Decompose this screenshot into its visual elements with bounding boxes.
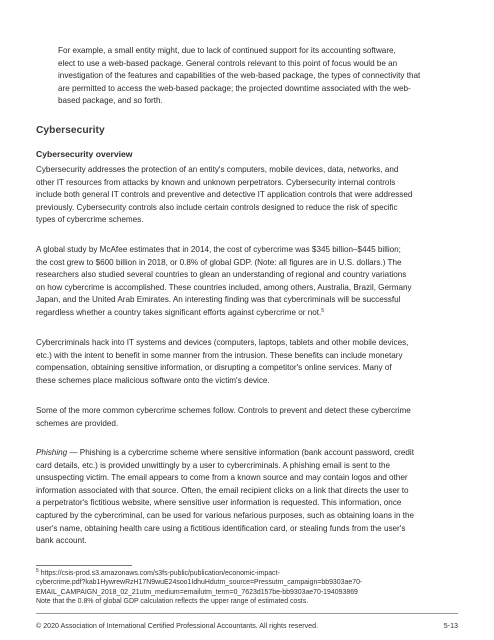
paragraph-cybercriminals: Cybercriminals hack into IT systems and devices (computers, laptops, tablets and other mobile devices, etc.) with the intent to benefit in some manner from the intrusion. These benefits can include monetary compensation, obtaining sensitive information, or disrupting a competitor's online services. Many of these schemes place malicious software onto the victim's device. — [36, 338, 409, 385]
intro-paragraph: For example, a small entity might, due to lack of continued support for its accounting software, elect to use a web-based package. General controls relevant to this point of focus would be an investigation of the features and capabilities of the web-based package, the types of connectivity that are permitted to access the web-based package; the projected downtime associated with the web- based package, and so forth. — [58, 46, 421, 106]
phishing-term: Phishing — [36, 448, 68, 457]
paragraph-phishing — [36, 447, 414, 548]
paragraph-overview: Cybersecurity addresses the protection of an entity's computers, mobile devices, data, networks, and other IT resources from attacks by known and unknown perpetrators. Cybersecurity internal controls include both general IT controls and preventive and detective IT application controls that were addressed previously. Cybersecurity controls also include certain controls designed to reduce the risk of specific types of cybercrime schemes. — [36, 165, 413, 225]
paragraph-mcafee-text: A global study by McAfee estimates that in 2014, the cost of cybercrime was $345 billion–$445 billion; the cost grew to $600 billion in 2018, or 0.8% of global GDP. (Note: all figures are in U.S. dollars.) The researchers also studied several countries to glean an understanding of regional and country variations on how cybercrime is accomplished. These countries included, among others, Australia, Brazil, Germany Japan, and the United Arab Emirates. An interesting finding was that cybercriminals will be successful regardless whether a country takes significant efforts against cybercrime or not. — [36, 245, 412, 317]
subsection-heading: Cybersecurity overview — [36, 149, 133, 159]
paragraph-mcafee-study — [36, 244, 412, 320]
page-number: 5-13 — [443, 622, 458, 630]
footnote-number: 5 — [36, 568, 39, 574]
footer-copyright: © 2020 Association of International Certified Professional Accountants. All rights reserved. — [36, 622, 319, 630]
section-heading: Cybersecurity — [36, 125, 105, 136]
footnote — [36, 569, 362, 606]
footnote-text: https://csis-prod.s3.amazonaws.com/s3fs-public/publication/economic-impact- cybercrime.pdf?kab1HywrewRzH17N9wuE24soo1IdhuHdutm_source=Pressutm_campaign=bb9303ae70- EMAIL_CAMPAIGN_2018_02_21utm_medium=emailutm_term=0_7623d157be-bb9303ae70-194093869 Note that the 0.8% of global GDP calculation reflects the upper range of estimated costs. — [36, 570, 363, 605]
footer-divider — [36, 613, 458, 614]
footnote-divider — [36, 565, 132, 566]
phishing-text: — Phishing is a cybercrime scheme where sensitive information (bank account password, credit card details, etc.) is provided unwittingly by a user to cybercriminals. A phishing email is sent to the unsuspecting victim. The email appears to come from a known source and may contain logos and other information associated with that source. Often, the email recipient clicks on a link that directs the user to a perpetrator's fictitious website, where sensitive user information is requested. This information, once captured by the cybercriminal, can be used for various nefarious purposes, such as obtaining loans in the user's name, obtaining health care using a fictitious identification card, or stealing funds from the user's bank account. — [36, 448, 415, 546]
paragraph-schemes-intro: Some of the more common cybercrime schemes follow. Controls to prevent and detect these cybercrime schemes are provided. — [36, 406, 411, 428]
footnote-reference[interactable]: 5 — [321, 307, 325, 314]
